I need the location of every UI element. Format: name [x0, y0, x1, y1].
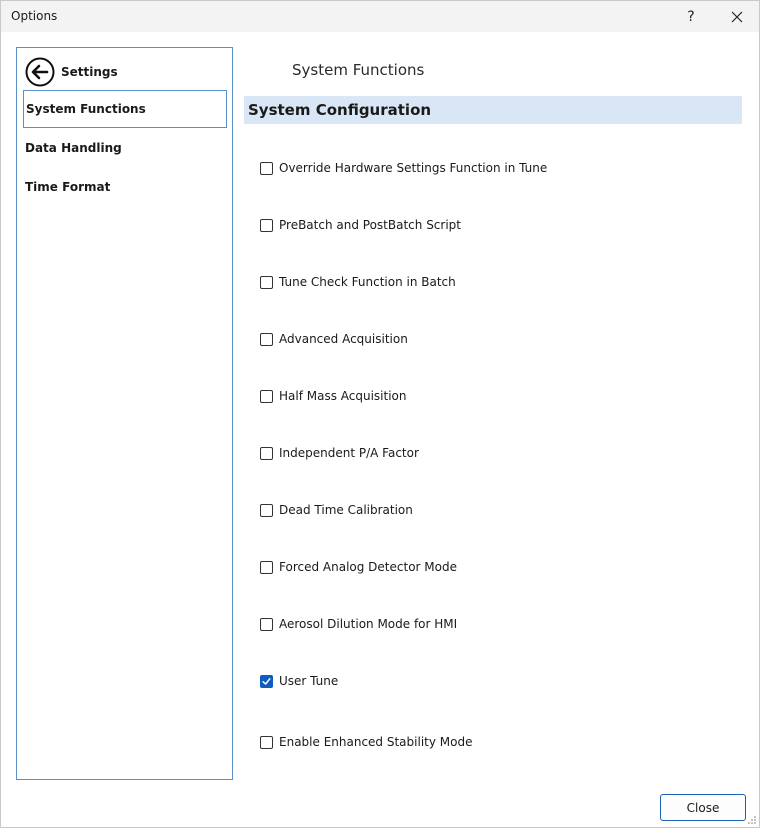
checkbox[interactable]: [260, 618, 273, 631]
checkbox[interactable]: [260, 504, 273, 517]
nav-item-data-handling[interactable]: Data Handling: [25, 141, 122, 155]
section-header: [244, 96, 742, 124]
arrow-left-circle-icon[interactable]: [25, 57, 55, 87]
option-row[interactable]: [260, 217, 461, 233]
option-row[interactable]: [260, 559, 457, 575]
option-row[interactable]: [260, 445, 419, 461]
checkbox[interactable]: [260, 162, 273, 175]
nav-item-system-functions[interactable]: System Functions: [23, 90, 227, 128]
option-row[interactable]: [260, 616, 457, 632]
checkbox[interactable]: [260, 390, 273, 403]
option-label[interactable]: Aerosol Dilution Mode for HMI: [279, 617, 458, 631]
checkbox-checked[interactable]: [260, 675, 273, 688]
option-label[interactable]: Tune Check Function in Batch: [279, 275, 456, 289]
checkbox[interactable]: [260, 219, 273, 232]
option-label[interactable]: Enable Enhanced Stability Mode: [279, 735, 473, 749]
option-label[interactable]: Independent P/A Factor: [279, 446, 419, 460]
option-row[interactable]: [260, 673, 338, 689]
page-title: System Functions: [292, 61, 425, 79]
option-row[interactable]: [260, 388, 407, 404]
window-title: Options: [11, 9, 58, 23]
checkbox[interactable]: [260, 333, 273, 346]
window-close-button[interactable]: [714, 1, 760, 32]
checkmark-icon: [262, 677, 271, 686]
option-label[interactable]: User Tune: [279, 674, 339, 688]
option-label[interactable]: Half Mass Acquisition: [279, 389, 407, 403]
resize-grip-icon[interactable]: [747, 815, 757, 825]
help-button[interactable]: ?: [687, 8, 695, 25]
option-label[interactable]: Override Hardware Settings Function in Tune: [279, 161, 548, 175]
checkbox[interactable]: [260, 447, 273, 460]
option-label[interactable]: Forced Analog Detector Mode: [279, 560, 457, 574]
option-label[interactable]: Advanced Acquisition: [279, 332, 408, 346]
option-row[interactable]: [260, 502, 413, 518]
checkbox[interactable]: [260, 561, 273, 574]
option-label[interactable]: Dead Time Calibration: [279, 503, 413, 517]
option-label[interactable]: PreBatch and PostBatch Script: [279, 218, 461, 232]
checkbox[interactable]: [260, 736, 273, 749]
nav-item-time-format[interactable]: Time Format: [25, 180, 111, 194]
option-row[interactable]: [260, 734, 472, 750]
settings-label: Settings: [61, 65, 118, 79]
option-row[interactable]: [260, 274, 456, 290]
option-row[interactable]: [260, 331, 408, 347]
section-title: System Configuration: [248, 101, 432, 119]
checkbox[interactable]: [260, 276, 273, 289]
settings-nav-panel: [16, 47, 233, 780]
nav-header: [25, 56, 118, 88]
close-button[interactable]: Close: [660, 794, 746, 821]
title-bar: [1, 1, 759, 32]
option-row[interactable]: [260, 160, 547, 176]
close-icon: [731, 11, 743, 23]
